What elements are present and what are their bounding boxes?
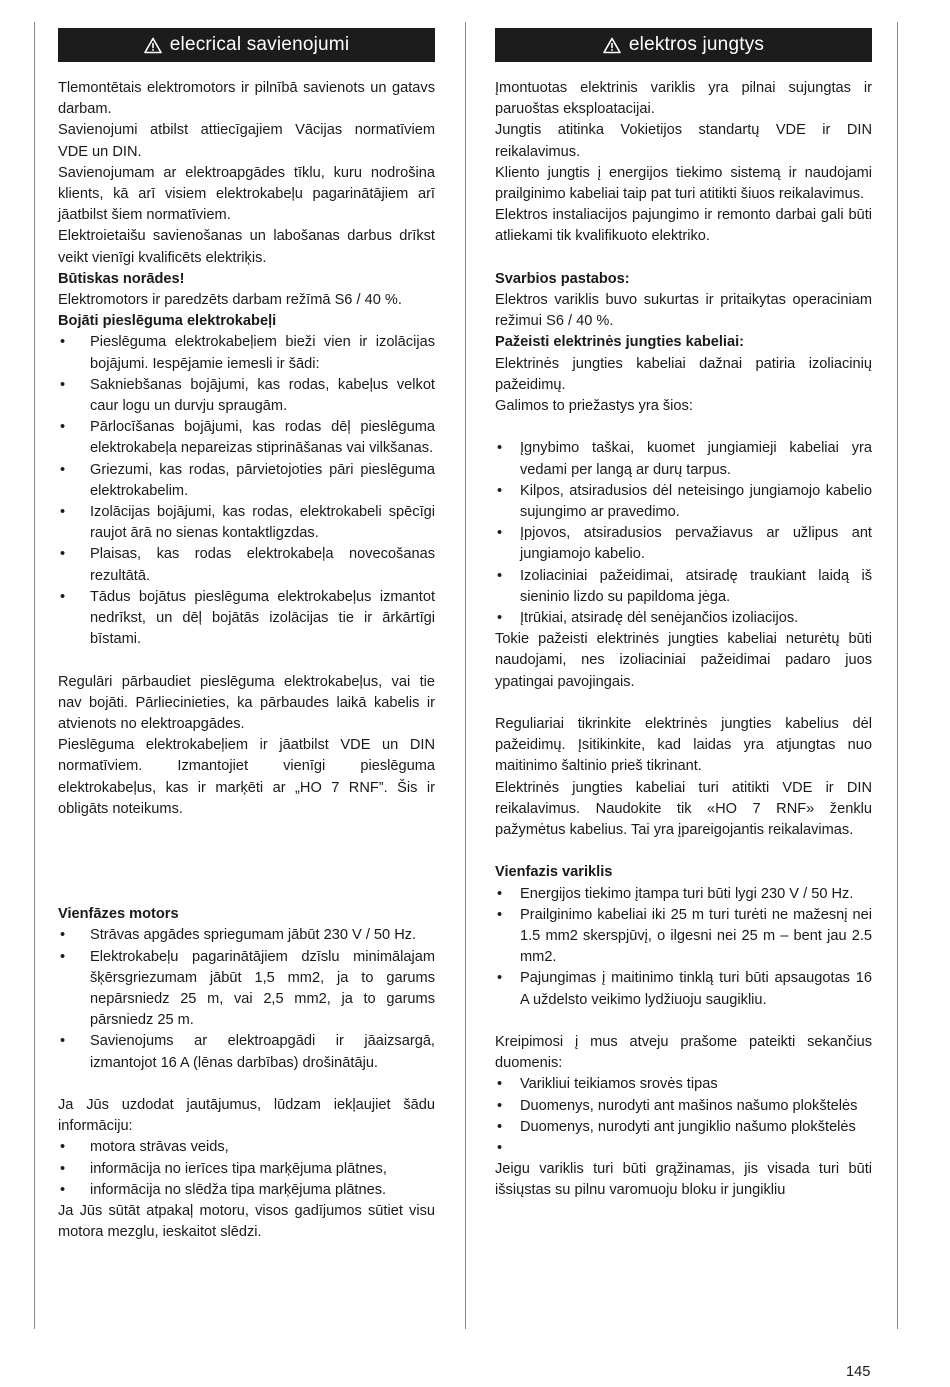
paragraph: Kliento jungtis į energijos tiekimo sistemą ir naudojami prailginimo kabeliai taip pat turi atitikti šiuos reikalavimus. — [495, 164, 872, 203]
list-item: • Pārlocīšanas bojājumi, kas rodas dēļ pieslēguma elektrokabeļa nepareizas stiprināšanas vai vilkšanas. — [58, 417, 435, 459]
list-item: • Sakniebšanas bojājumi, kas rodas, kabeļus velkot caur logu un durvju spraugām. — [58, 375, 435, 417]
bullet-list — [58, 1137, 435, 1201]
list-item: • Izolācijas bojājumi, kas rodas, elektrokabeli spēcīgi raujot ārā no sienas kontaktligzdas. — [58, 502, 435, 544]
list-item: • Plaisas, kas rodas elektrokabeļa novecošanas rezultātā. — [58, 544, 435, 586]
list-item: • Savienojums ar elektroapgādi ir jāaizsargā, izmantojot 16 A (lēnas darbības) drošinātāju. — [58, 1031, 435, 1073]
paragraph: Ja Jūs uzdodat jautājumus, lūdzam iekļaujiet šādu informāciju: — [58, 1096, 435, 1135]
paragraph: Pieslēguma elektrokabeļiem ir jāatbilst VDE un DIN normatīviem. Izmantojiet vienīgi pieslēguma elektrokabeļus, kas ir marķēti ar „HO 7 RNF”. Šis ir obligāts noteikums. — [58, 737, 435, 817]
paragraph: Reguliariai tikrinkite elektrinės jungties kabelius dėl pažeidimų. Įsitikinkite, kad laidas yra atjungtas nuo maitinimo šaltinio prieš tikrinant. — [495, 716, 872, 775]
bullet-list — [495, 884, 872, 1011]
paragraph: Tokie pažeisti elektrinės jungties kabeliai neturėtų būti naudojami, nes izoliaciniai pažeidimai padaro juos ypatingai pavojingais. — [495, 631, 872, 690]
paragraph: Įmontuotas elektrinis variklis yra pilnai sujungtas ir paruoštas eksploatacijai. — [495, 80, 872, 118]
paragraph: Tlemontētais elektromotors ir pilnībā savienots un gatavs darbam. — [58, 80, 435, 118]
paragraph: Elektrinės jungties kabeliai dažnai patiria izoliacinių pažeidimų. — [495, 355, 872, 393]
right-body — [495, 78, 872, 1202]
list-item: • Įtrūkiai, atsiradę dėl senėjančios izoliacijos. — [495, 608, 872, 629]
list-item: • Griezumi, kas rodas, pārvietojoties pāri pieslēguma elektrokabelim. — [58, 460, 435, 502]
subheading: Pažeisti elektrinės jungties kabeliai: — [495, 334, 745, 351]
paragraph: Ja Jūs sūtāt atpakaļ motoru, visos gadījumos sūtiet visu motora mezglu, ieskaitot slēdzi. — [58, 1202, 435, 1241]
list-item: • motora strāvas veids, — [58, 1137, 435, 1158]
list-item: • Pieslēguma elektrokabeļiem bieži vien ir izolācijas bojājumi. Iespējamie iemesli ir šādi: — [58, 332, 435, 374]
paragraph: Elektrinės jungties kabeliai turi atitikti VDE ir DIN reikalavimus. Naudokite tik «HO 7 RNF» ženklu pažymėtus kabelius. Tai yra įpareigojantis reikalavimas. — [495, 779, 872, 839]
left-column — [58, 28, 435, 1243]
subheading: Būtiskas norādes! — [58, 270, 185, 287]
list-item: • informācija no slēdža tipa marķējuma plātnes. — [58, 1180, 435, 1201]
warning-icon — [144, 37, 162, 54]
right-column — [495, 28, 872, 1202]
list-item: • Energijos tiekimo įtampa turi būti lygi 230 V / 50 Hz. — [495, 884, 872, 905]
list-item — [495, 1138, 872, 1159]
paragraph: Elektroietaišu savienošanas un labošanas darbus drīkst veikt vienīgi kvalificēts elektriķis. — [58, 228, 435, 266]
left-column-rule — [34, 22, 35, 1329]
paragraph: Elektromotors ir paredzēts darbam režīmā S6 / 40 %. — [58, 292, 402, 309]
left-section-title: elecrical savienojumi — [169, 34, 350, 56]
left-body — [58, 78, 435, 1243]
list-item: • Varikliui teikiamos srovės tipas — [495, 1074, 872, 1095]
list-item: • Prailginimo kabeliai iki 25 m turi turėti ne mažesnį nei 1.5 mm2 skerspjūvį, o ilgesni nei 25 m – bent jau 2.5 mm2. — [495, 905, 872, 969]
left-section-header — [58, 28, 435, 62]
list-item: • Kilpos, atsiradusios dėl neteisingo jungiamojo kabelio sujungimo ar pravedimo. — [495, 481, 872, 523]
paragraph: Jeigu variklis turi būti grąžinamas, jis visada turi būti išsiųstas su pilnu varomuoju bloku ir jungikliu — [495, 1161, 872, 1199]
list-item: • Duomenys, nurodyti ant jungiklio našumo plokštelės — [495, 1117, 872, 1138]
list-item: • Elektrokabeļu pagarinātājiem dzīslu minimālajam šķērsgriezumam jābūt 1,5 mm2, ja to garums nepārsniedz 25 m, vai 2,5 mm2, ja to garums pārsniedz 25 m. — [58, 947, 435, 1032]
paragraph: Elektros variklis buvo sukurtas ir pritaikytas operaciniam režimui S6 / 40 %. — [495, 292, 872, 330]
list-item: • Įpjovos, atsiradusios pervažiavus ar užlipus ant jungiamojo kabelio. — [495, 523, 872, 565]
bullet-list — [58, 925, 435, 1073]
bullet-list — [495, 438, 872, 629]
paragraph: Jungtis atitinka Vokietijos standartų VDE ir DIN reikalavimus. — [495, 122, 872, 160]
bullet-list — [58, 332, 435, 650]
list-item: • Tādus bojātus pieslēguma elektrokabeļus izmantot nedrīkst, un dēļ bojātās izolācijas tie ir ārkārtīgi bīstami. — [58, 587, 435, 651]
right-section-title: elektros jungtys — [628, 34, 765, 56]
list-item: • Įgnybimo taškai, kuomet jungiamieji kabeliai yra vedami per langą ar durų tarpus. — [495, 438, 872, 480]
page-number: 145 — [846, 1364, 871, 1380]
subheading: Svarbios pastabos: — [495, 270, 630, 287]
paragraph: Savienojumam ar elektroapgādes tīklu, kuru nodrošina klients, kā arī visiem elektrokabeļu pagarinātājiem arī jāatbilst šiem normatīviem. — [58, 164, 435, 224]
right-section-header — [495, 28, 872, 62]
warning-icon — [603, 37, 621, 54]
subheading: Bojāti pieslēguma elektrokabeļi — [58, 313, 277, 330]
list-item: • Strāvas apgādes spriegumam jābūt 230 V / 50 Hz. — [58, 925, 435, 946]
paragraph: Savienojumi atbilst attiecīgajiem Vācijas normatīviem VDE un DIN. — [58, 122, 435, 160]
list-item: • informācija no ierīces tipa marķējuma plātnes, — [58, 1159, 435, 1180]
right-column-rule — [897, 22, 898, 1329]
paragraph: Galimos to priežastys yra šios: — [495, 398, 693, 415]
paragraph: Elektros instaliacijos pajungimo ir remonto darbai gali būti atliekami tik kvalifikuoto elektriko. — [495, 207, 872, 245]
subheading: Vienfāzes motors — [58, 906, 179, 923]
list-item: • Izoliaciniai pažeidimai, atsiradę traukiant laidą iš sieninio lizdo su papildoma jėga. — [495, 566, 872, 608]
subheading: Vienfazis variklis — [495, 864, 613, 881]
list-item: • Duomenys, nurodyti ant mašinos našumo plokštelės — [495, 1096, 872, 1117]
bullet-list — [495, 1074, 872, 1159]
center-column-rule — [465, 22, 466, 1329]
paragraph: Regulāri pārbaudiet pieslēguma elektrokabeļus, vai tie nav bojāti. Pārliecinieties, ka pārbaudes laikā kabelis ir atvienots no elektroapgādes. — [58, 673, 435, 733]
paragraph: Kreipimosi į mus atveju prašome pateikti sekančius duomenis: — [495, 1034, 872, 1072]
list-item: • Pajungimas į maitinimo tinklą turi būti apsaugotas 16 A uždelsto veikimo lydžiuoju saugikliu. — [495, 968, 872, 1010]
